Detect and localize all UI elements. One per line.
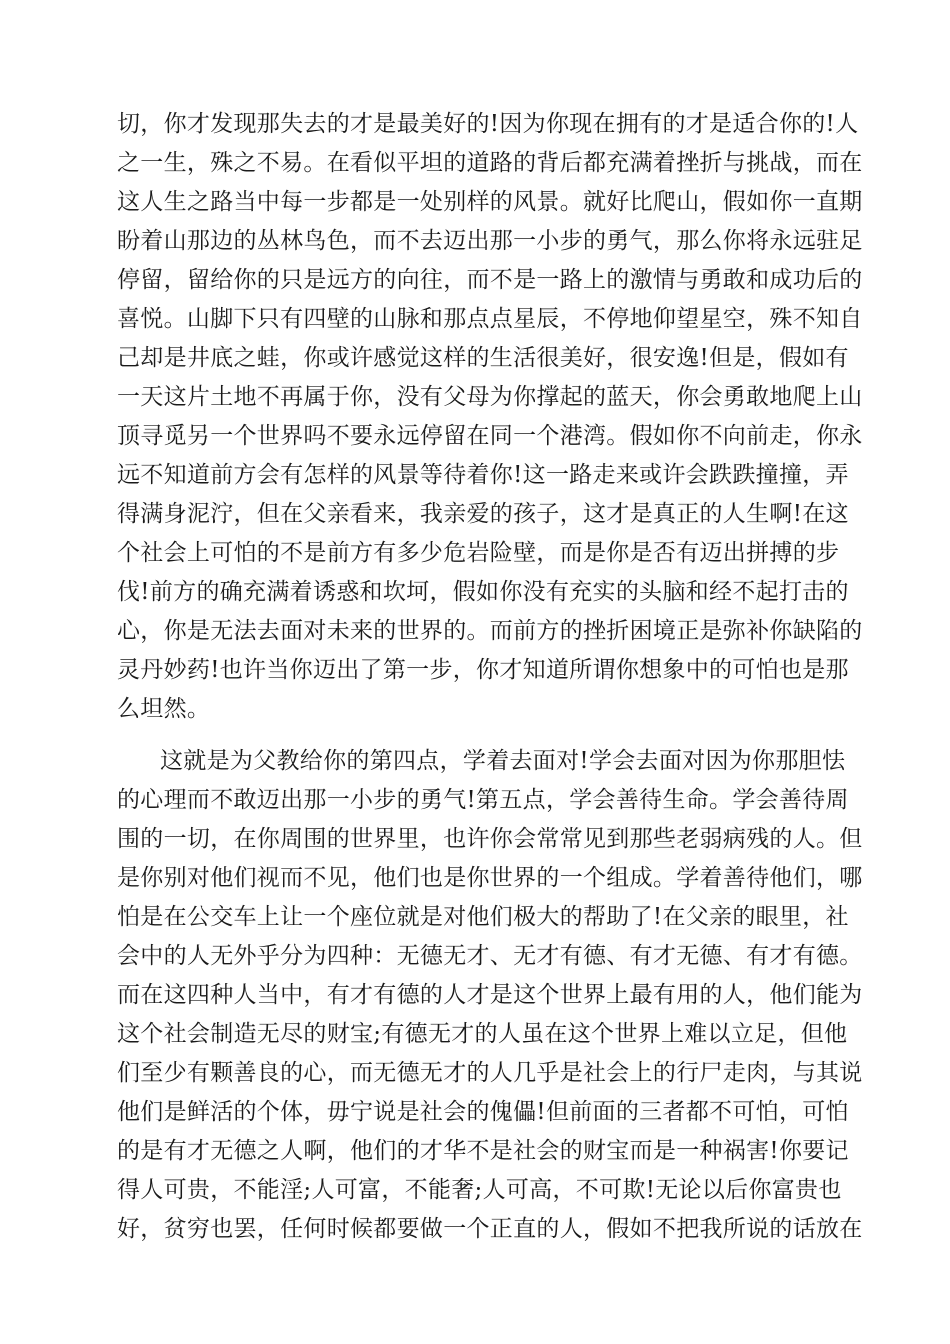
text-line: 灵丹妙药!也许当你迈出了第一步，你才知道所谓你想象中的可怕也是那 xyxy=(117,657,849,683)
text-line: 己却是井底之蛙，你或许感觉这样的生活很美好，很安逸!但是，假如有 xyxy=(117,345,849,371)
text-line: 么坦然。 xyxy=(117,696,211,722)
text-line: 停留，留给你的只是远方的向往，而不是一路上的激情与勇敢和成功后的 xyxy=(117,267,863,293)
text-line: 的是有才无德之人啊，他们的才华不是社会的财宝而是一种祸害!你要记 xyxy=(117,1138,849,1164)
text-line: 个社会上可怕的不是前方有多少危岩险壁，而是你是否有迈出拼搏的步 xyxy=(117,540,840,566)
text-line: 好，贫穷也罢，任何时候都要做一个正直的人，假如不把我所说的话放在 xyxy=(117,1216,863,1242)
text-line: 切，你才发现那失去的才是最美好的!因为你现在拥有的才是适合你的!人 xyxy=(117,111,859,137)
text-line: 之一生，殊之不易。在看似平坦的道路的背后都充满着挫折与挑战，而在 xyxy=(117,150,863,176)
text-line: 会中的人无外乎分为四种：无德无才、无才有德、有才无德、有才有德。 xyxy=(117,943,863,969)
text-line: 怕是在公交车上让一个座位就是对他们极大的帮助了!在父亲的眼里，社 xyxy=(117,904,849,930)
text-line: 一天这片土地不再属于你，没有父母为你撑起的蓝天，你会勇敢地爬上山 xyxy=(117,384,863,410)
text-line: 围的一切，在你周围的世界里，也许你会常常见到那些老弱病残的人。但 xyxy=(117,826,863,852)
text-line: 盼着山那边的丛林鸟色，而不去迈出那一小步的勇气，那么你将永远驻足 xyxy=(117,228,863,254)
text-line: 远不知道前方会有怎样的风景等待着你!这一路走来或许会跌跌撞撞，弄 xyxy=(117,462,849,488)
text-line: 喜悦。山脚下只有四壁的山脉和那点点星辰，不停地仰望星空，殊不知自 xyxy=(117,306,863,332)
text-line: 顶寻觅另一个世界吗不要永远停留在同一个港湾。假如你不向前走，你永 xyxy=(117,423,863,449)
text-line: 而在这四种人当中，有才有德的人才是这个世界上最有用的人，他们能为 xyxy=(117,982,863,1008)
text-line: 们至少有颗善良的心，而无德无才的人几乎是社会上的行尸走肉，与其说 xyxy=(117,1060,863,1086)
text-line: 这人生之路当中每一步都是一处别样的风景。就好比爬山，假如你一直期 xyxy=(117,189,863,215)
text-line: 伐!前方的确充满着诱惑和坎坷，假如你没有充实的头脑和经不起打击的 xyxy=(117,579,849,605)
text-line: 是你别对他们视而不见，他们也是你世界的一个组成。学着善待他们，哪 xyxy=(117,865,863,891)
text-line: 的心理而不敢迈出那一小步的勇气!第五点，学会善待生命。学会善待周 xyxy=(117,787,849,813)
text-line: 这就是为父教给你的第四点，学着去面对!学会去面对因为你那胆怯 xyxy=(160,748,846,774)
text-line: 心，你是无法去面对未来的世界的。而前方的挫折困境正是弥补你缺陷的 xyxy=(117,618,863,644)
text-line: 他们是鲜活的个体，毋宁说是社会的傀儡!但前面的三者都不可怕，可怕 xyxy=(117,1099,849,1125)
text-line: 这个社会制造无尽的财宝;有德无才的人虽在这个世界上难以立足，但他 xyxy=(117,1021,848,1047)
text-line: 得人可贵，不能淫;人可富，不能奢;人可高，不可欺!无论以后你富贵也 xyxy=(117,1177,842,1203)
text-line: 得满身泥泞，但在父亲看来，我亲爱的孩子，这才是真正的人生啊!在这 xyxy=(117,501,849,527)
